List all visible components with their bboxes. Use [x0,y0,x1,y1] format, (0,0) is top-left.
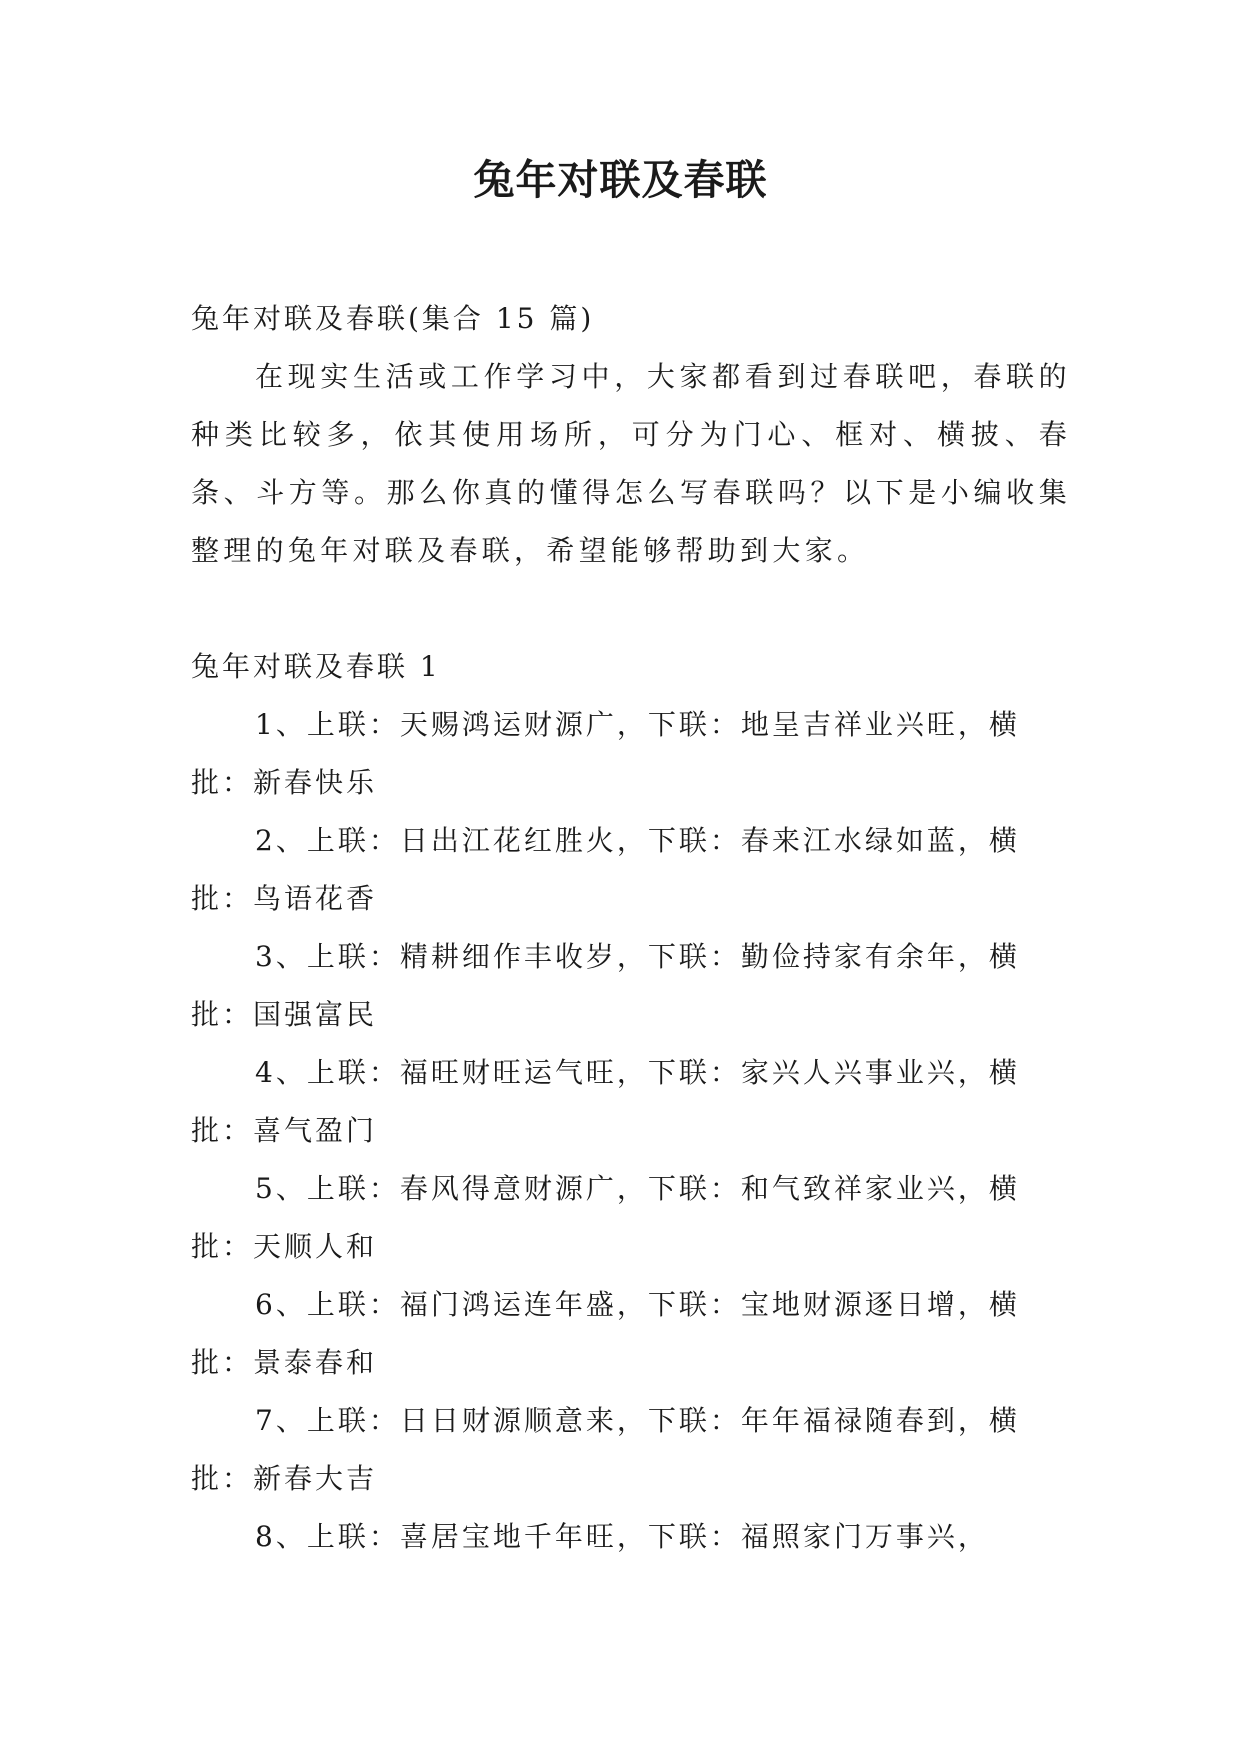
document-title: 兔年对联及春联 [473,156,768,204]
intro-paragraph: 在现实生活或工作学习中，大家都看到过春联吧，春联的种类比较多，依其使用场所，可分为门心、框对、横披、春条、斗方等。那么你真的懂得怎么写春联吗？以下是小编收集整理的兔年对联及春联，希望能够帮助到大家。 [191,360,1071,567]
section-heading: 兔年对联及春联 1 [191,650,441,683]
paragraph-spacer [191,580,1071,638]
couplet-item-7: 7、上联：日日财源顺意来，下联：年年福禄随春到，横批：新春大吉 [191,1404,1020,1495]
couplet-item-5: 5、上联：春风得意财源广，下联：和气致祥家业兴，横批：天顺人和 [191,1172,1020,1263]
couplet-item-4: 4、上联：福旺财旺运气旺，下联：家兴人兴事业兴，横批：喜气盈门 [191,1056,1020,1147]
couplet-item-6: 6、上联：福门鸿运连年盛，下联：宝地财源逐日增，横批：景泰春和 [191,1288,1020,1379]
document-body [191,290,1071,1566]
couplet-item-3: 3、上联：精耕细作丰收岁，下联：勤俭持家有余年，横批：国强富民 [191,940,1020,1031]
couplet-item-1: 1、上联：天赐鸿运财源广，下联：地呈吉祥业兴旺，横批：新春快乐 [191,708,1020,799]
couplet-item-8: 8、上联：喜居宝地千年旺，下联：福照家门万事兴， [255,1520,989,1553]
document-subtitle: 兔年对联及春联(集合 15 篇) [191,302,595,335]
couplet-item-2: 2、上联：日出江花红胜火，下联：春来江水绿如蓝，横批：鸟语花香 [191,824,1020,915]
